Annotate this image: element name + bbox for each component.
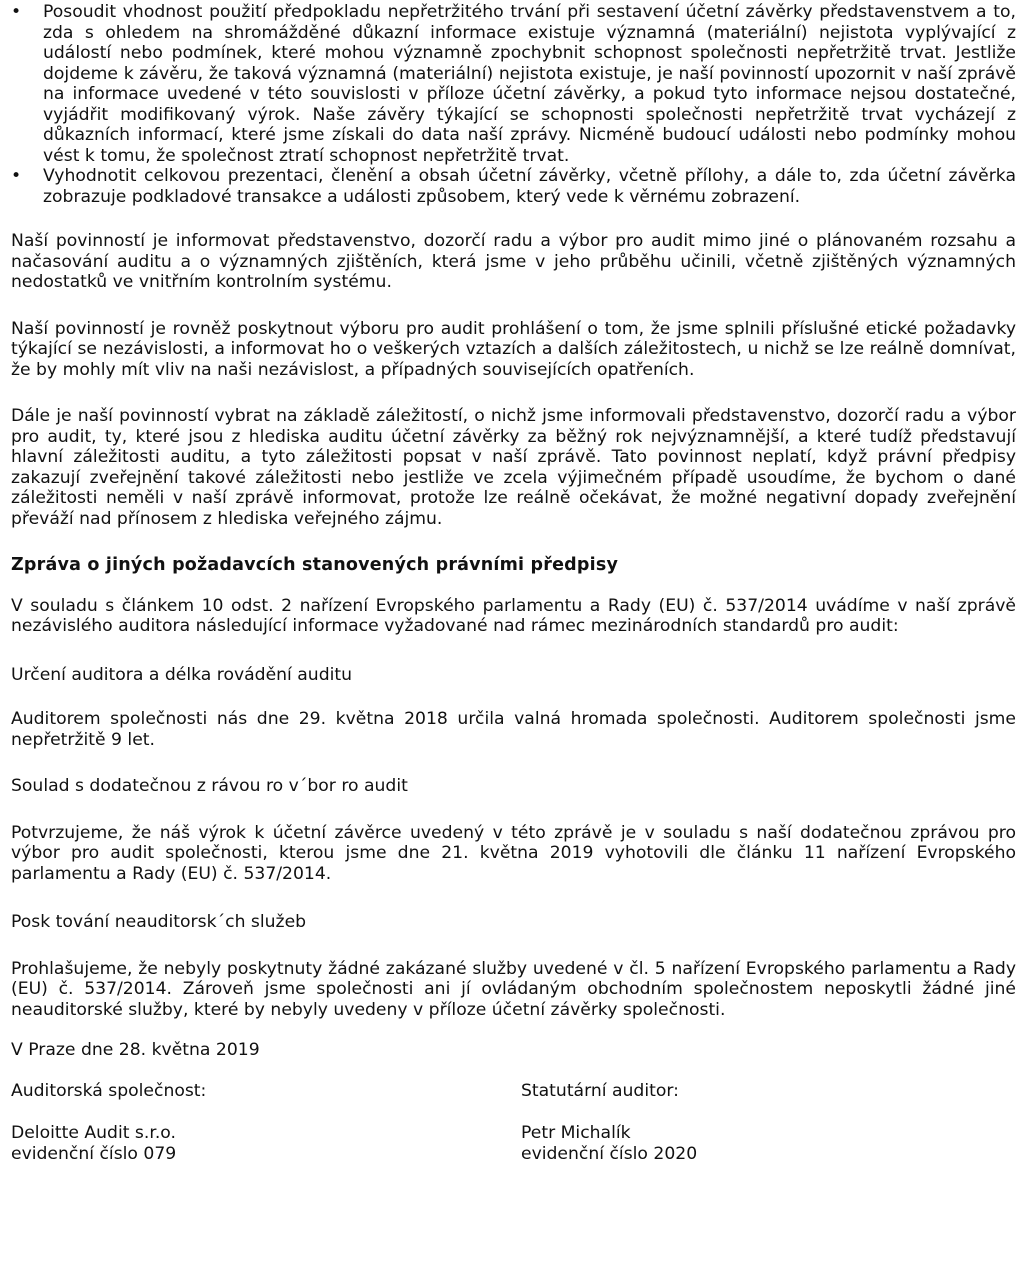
signature-spacer: [521, 1101, 1016, 1123]
paragraph-independence: Naší povinností je rovněž poskytnout výboru pro audit prohlášení o tom, že jsme splnili příslušné etické požadavky týkající se nezávislosti, a informovat ho o veškerých vztazích a dalších záležitostech, u nichž se lze reálně domnívat, že by mohly mít vliv na naši nezávislost, a případných souvisejících opatřeních.: [11, 318, 1016, 380]
signature-registration: evidenční číslo 079: [11, 1143, 177, 1164]
signature-name: Deloitte Audit s.r.o.: [11, 1123, 176, 1143]
subsection-text-appointment: Auditorem společnosti nás dne 29. května 2018 určila valná hromada společnosti. Auditorem společnosti jsme nepřetržitě 9 let.: [11, 709, 1016, 750]
subsection-title-consistency: Soulad s dodatečnou z rávou ro v´bor ro audit: [11, 776, 408, 796]
subsection-title-appointment: Určení auditora a délka rovádění auditu: [11, 664, 353, 685]
list-item: [11, 2, 1016, 166]
signature-right: [521, 1081, 1016, 1165]
list-item: [11, 166, 1016, 207]
paragraph-key-audit-matters: Dále je naší povinností vybrat na základě záležitostí, o nichž jsme informovali představenstvo, dozorčí radu a výbor pro audit, ty, které jsou z hlediska auditu účetní závěrky za běžný rok nejvýznamnější, a které tudíž představují hlavní záležitosti auditu, a tyto záležitosti popsat v naší zprávě. Tato povinnost neplatí, když právní předpisy zakazují zveřejnění takové záležitosti nebo jestliže ve zcela výjimečném případě usoudíme, že bychom o dané záležitosti neměli v naší zprávě informovat, protože lze reálně očekávat, že možné negativní dopady zveřejnění převáží nad přínosem z hlediska veřejného zájmu.: [11, 406, 1016, 529]
bullet-icon: •: [11, 2, 22, 22]
paragraph-communication: Naší povinností je informovat představenstvo, dozorčí radu a výbor pro audit mimo jiné o plánovaném rozsahu a načasování auditu a o významných zjištěních, která jsme v jeho průběhu učinili, včetně zjištěných významných nedostatků ve vnitřním kontrolním systému.: [11, 231, 1016, 292]
bullet-text: Posoudit vhodnost použití předpokladu nepřetržitého trvání při sestavení účetní závěrky představenstvem a to, zda s ohledem na shromážděné důkazní informace existuje významná (materiální) nejistota vyplývající z událostí nebo podmínek, které mohou významně zpochybnit schopnost společnosti nepřetržitě trvat. Jestliže dojdeme k závěru, že taková významná (materiální) nejistota existuje, je naší povinností upozornit v naší zprávě na informace uvedené v této souvislosti v příloze účetní závěrky, a pokud tyto informace nejsou dostatečné, vyjádřit modifikovaný výrok. Naše závěry týkající se schopnosti společnosti nepřetržitě trvat vycházejí z důkazních informací, které jsme získali do data naší zprávy. Nicméně budoucí události nebo podmínky mohou vést k tomu, že společnost ztratí schopnost nepřetržitě trvat.: [43, 2, 1016, 166]
section-heading: Zpráva o jiných požadavcích stanovených právními předpisy: [11, 555, 619, 575]
signature-role: Statutární auditor:: [521, 1080, 679, 1101]
subsection-text-consistency: Potvrzujeme, že náš výrok k účetní závěrce uvedený v této zprávě je v souladu s naší dodatečnou zprávou pro výbor pro audit společnosti, kterou jsme dne 21. května 2019 vyhotovili dle článku 11 nařízení Evropského parlamentu a Rady (EU) č. 537/2014.: [11, 822, 1016, 884]
bullet-list: [11, 2, 1016, 207]
document-body: [11, 2, 1016, 1164]
bullet-icon: •: [11, 166, 22, 186]
place-date: V Praze dne 28. května 2019: [11, 1040, 260, 1060]
signature-left: [11, 1081, 521, 1165]
signature-registration: evidenční číslo 2020: [521, 1143, 698, 1164]
signature-role: Auditorská společnost:: [11, 1080, 207, 1101]
signature-name: Petr Michalík: [521, 1123, 631, 1143]
subsection-title-non-audit: Posk tování neauditorsk´ch služeb: [11, 912, 307, 932]
signature-spacer: [11, 1101, 521, 1123]
bullet-text: Vyhodnotit celkovou prezentaci, členění a obsah účetní závěrky, včetně přílohy, a dále to, zda účetní závěrka zobrazuje podkladové transakce a události způsobem, který vede k věrnému zobrazení.: [43, 166, 1016, 207]
section-intro: V souladu s článkem 10 odst. 2 nařízení Evropského parlamentu a Rady (EU) č. 537/2014 uvádíme v naší zprávě nezávislého auditora následující informace vyžadované nad rámec mezinárodních standardů pro audit:: [11, 595, 1016, 636]
subsection-text-non-audit: Prohlašujeme, že nebyly poskytnuty žádné zakázané služby uvedené v čl. 5 nařízení Evropského parlamentu a Rady (EU) č. 537/2014. Zároveň jsme společnosti ani jí ovládaným obchodním společnostem neposkytli žádné jiné neauditorské služby, které by nebyly uvedeny v příloze účetní závěrky společnosti.: [11, 958, 1016, 1020]
signature-block: [11, 1081, 1016, 1165]
